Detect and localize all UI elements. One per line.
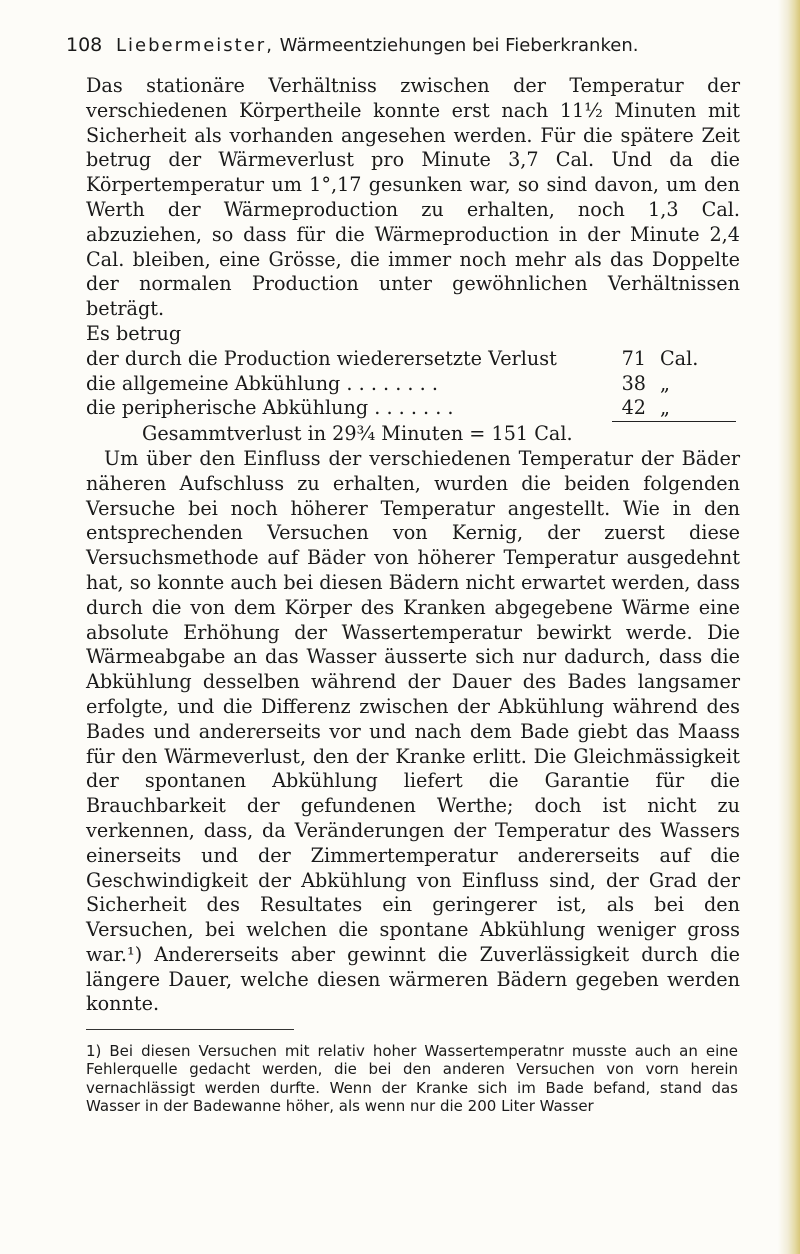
row-value: 71 bbox=[621, 346, 646, 370]
body-text bbox=[86, 74, 740, 1017]
total-line: Gesammtverlust in 29¾ Minuten = 151 Cal. bbox=[142, 422, 573, 446]
heat-loss-table bbox=[86, 347, 740, 447]
row-unit: Cal. bbox=[660, 346, 699, 370]
row-unit: „ bbox=[660, 396, 670, 420]
running-header bbox=[66, 34, 726, 56]
page-number: 108 bbox=[66, 34, 103, 56]
paragraph-1: Das stationäre Verhältniss zwischen der Temperatur der verschiedenen Körpertheile konnte erst nach 11½ Minuten mit Sicherheit als vorhanden angesehen werden. Für die spätere Zeit betrug der Wärmeverlust pro Minute 3,7 Cal. Und da die Körpertemperatur um 1°,17 gesunken war, so sind davon, um den Werth der Wärmeproduction zu erhalten, noch 1,3 Cal. abzuziehen, so dass für die Wärmeproduction in der Minute 2,4 Cal. bleiben, eine Grösse, die immer noch mehr als das Doppelte der normalen Production unter gewöhnlichen Verhältnissen beträgt. bbox=[86, 74, 740, 321]
page-edge bbox=[778, 0, 800, 1254]
table-row bbox=[86, 347, 740, 372]
author-name: Liebermeister, bbox=[116, 35, 274, 56]
es-betrug-line: Es betrug bbox=[86, 321, 182, 345]
table-row bbox=[86, 372, 740, 397]
paragraph-2: Um über den Einfluss der verschiedenen Temperatur der Bäder näheren Aufschluss zu erhalten, wurden die beiden folgenden Versuche bei noch höherer Temperatur angestellt. Wie in den entsprechenden Versuchen von Kernig, der zuerst diese Versuchsmethode auf Bäder von höherer Temperatur ausgedehnt hat, so konnte auch bei diesen Bädern nicht erwartet werden, dass durch die von dem Körper des Kranken abgegebene Wärme eine absolute Erhöhung der Wassertemperatur bewirkt werde. Die Wärmeabgabe an das Wasser äusserte sich nur dadurch, dass die Abkühlung desselben während der Dauer des Bades langsamer erfolgte, und die Differenz zwischen der Abkühlung während des Bades und andererseits vor und nach dem Bade giebt das Maass für den Wärmeverlust, den der Kranke erlitt. Die Gleichmässigkeit der spontanen Abkühlung liefert die Garantie für die Brauchbarkeit der gefundenen Werthe; doch ist nicht zu verkennen, dass, da Veränderungen der Temperatur des Wassers einerseits und der Zimmertemperatur andererseits auf die Geschwindigkeit der Abkühlung von Einfluss sind, der Grad der Sicherheit des Resultates ein geringerer ist, als bei den Versuchen, bei welchen die spontane Abkühlung weniger gross war.¹) Andererseits aber gewinnt die Zuverlässigkeit durch die längere Dauer, welche diesen wärmeren Bädern gegeben werden konnte. bbox=[86, 446, 740, 1016]
header-title: Wärmeentziehungen bei Fieberkranken. bbox=[279, 35, 639, 56]
row-label: der durch die Production wiederersetzte Verlust bbox=[86, 346, 557, 370]
footnote-rule bbox=[86, 1029, 294, 1030]
row-label: die peripherische Abkühlung . . . . . . . bbox=[86, 396, 454, 420]
row-value: 38 bbox=[621, 371, 646, 395]
row-label: die allgemeine Abkühlung . . . . . . . . bbox=[86, 371, 438, 395]
table-row bbox=[86, 396, 740, 421]
footnote: 1) Bei diesen Versuchen mit relativ hoher Wassertemperatnr musste auch an eine Fehlerquelle gedacht werden, die bei den anderen Versuchen von vorn herein vernachlässigt werden durfte. Wenn der Kranke sich im Bade befand, stand das Wasser in der Badewanne höher, als wenn nur die 200 Liter Wasser bbox=[86, 1042, 738, 1116]
row-value: 42 bbox=[621, 396, 646, 420]
row-unit: „ bbox=[660, 371, 670, 395]
